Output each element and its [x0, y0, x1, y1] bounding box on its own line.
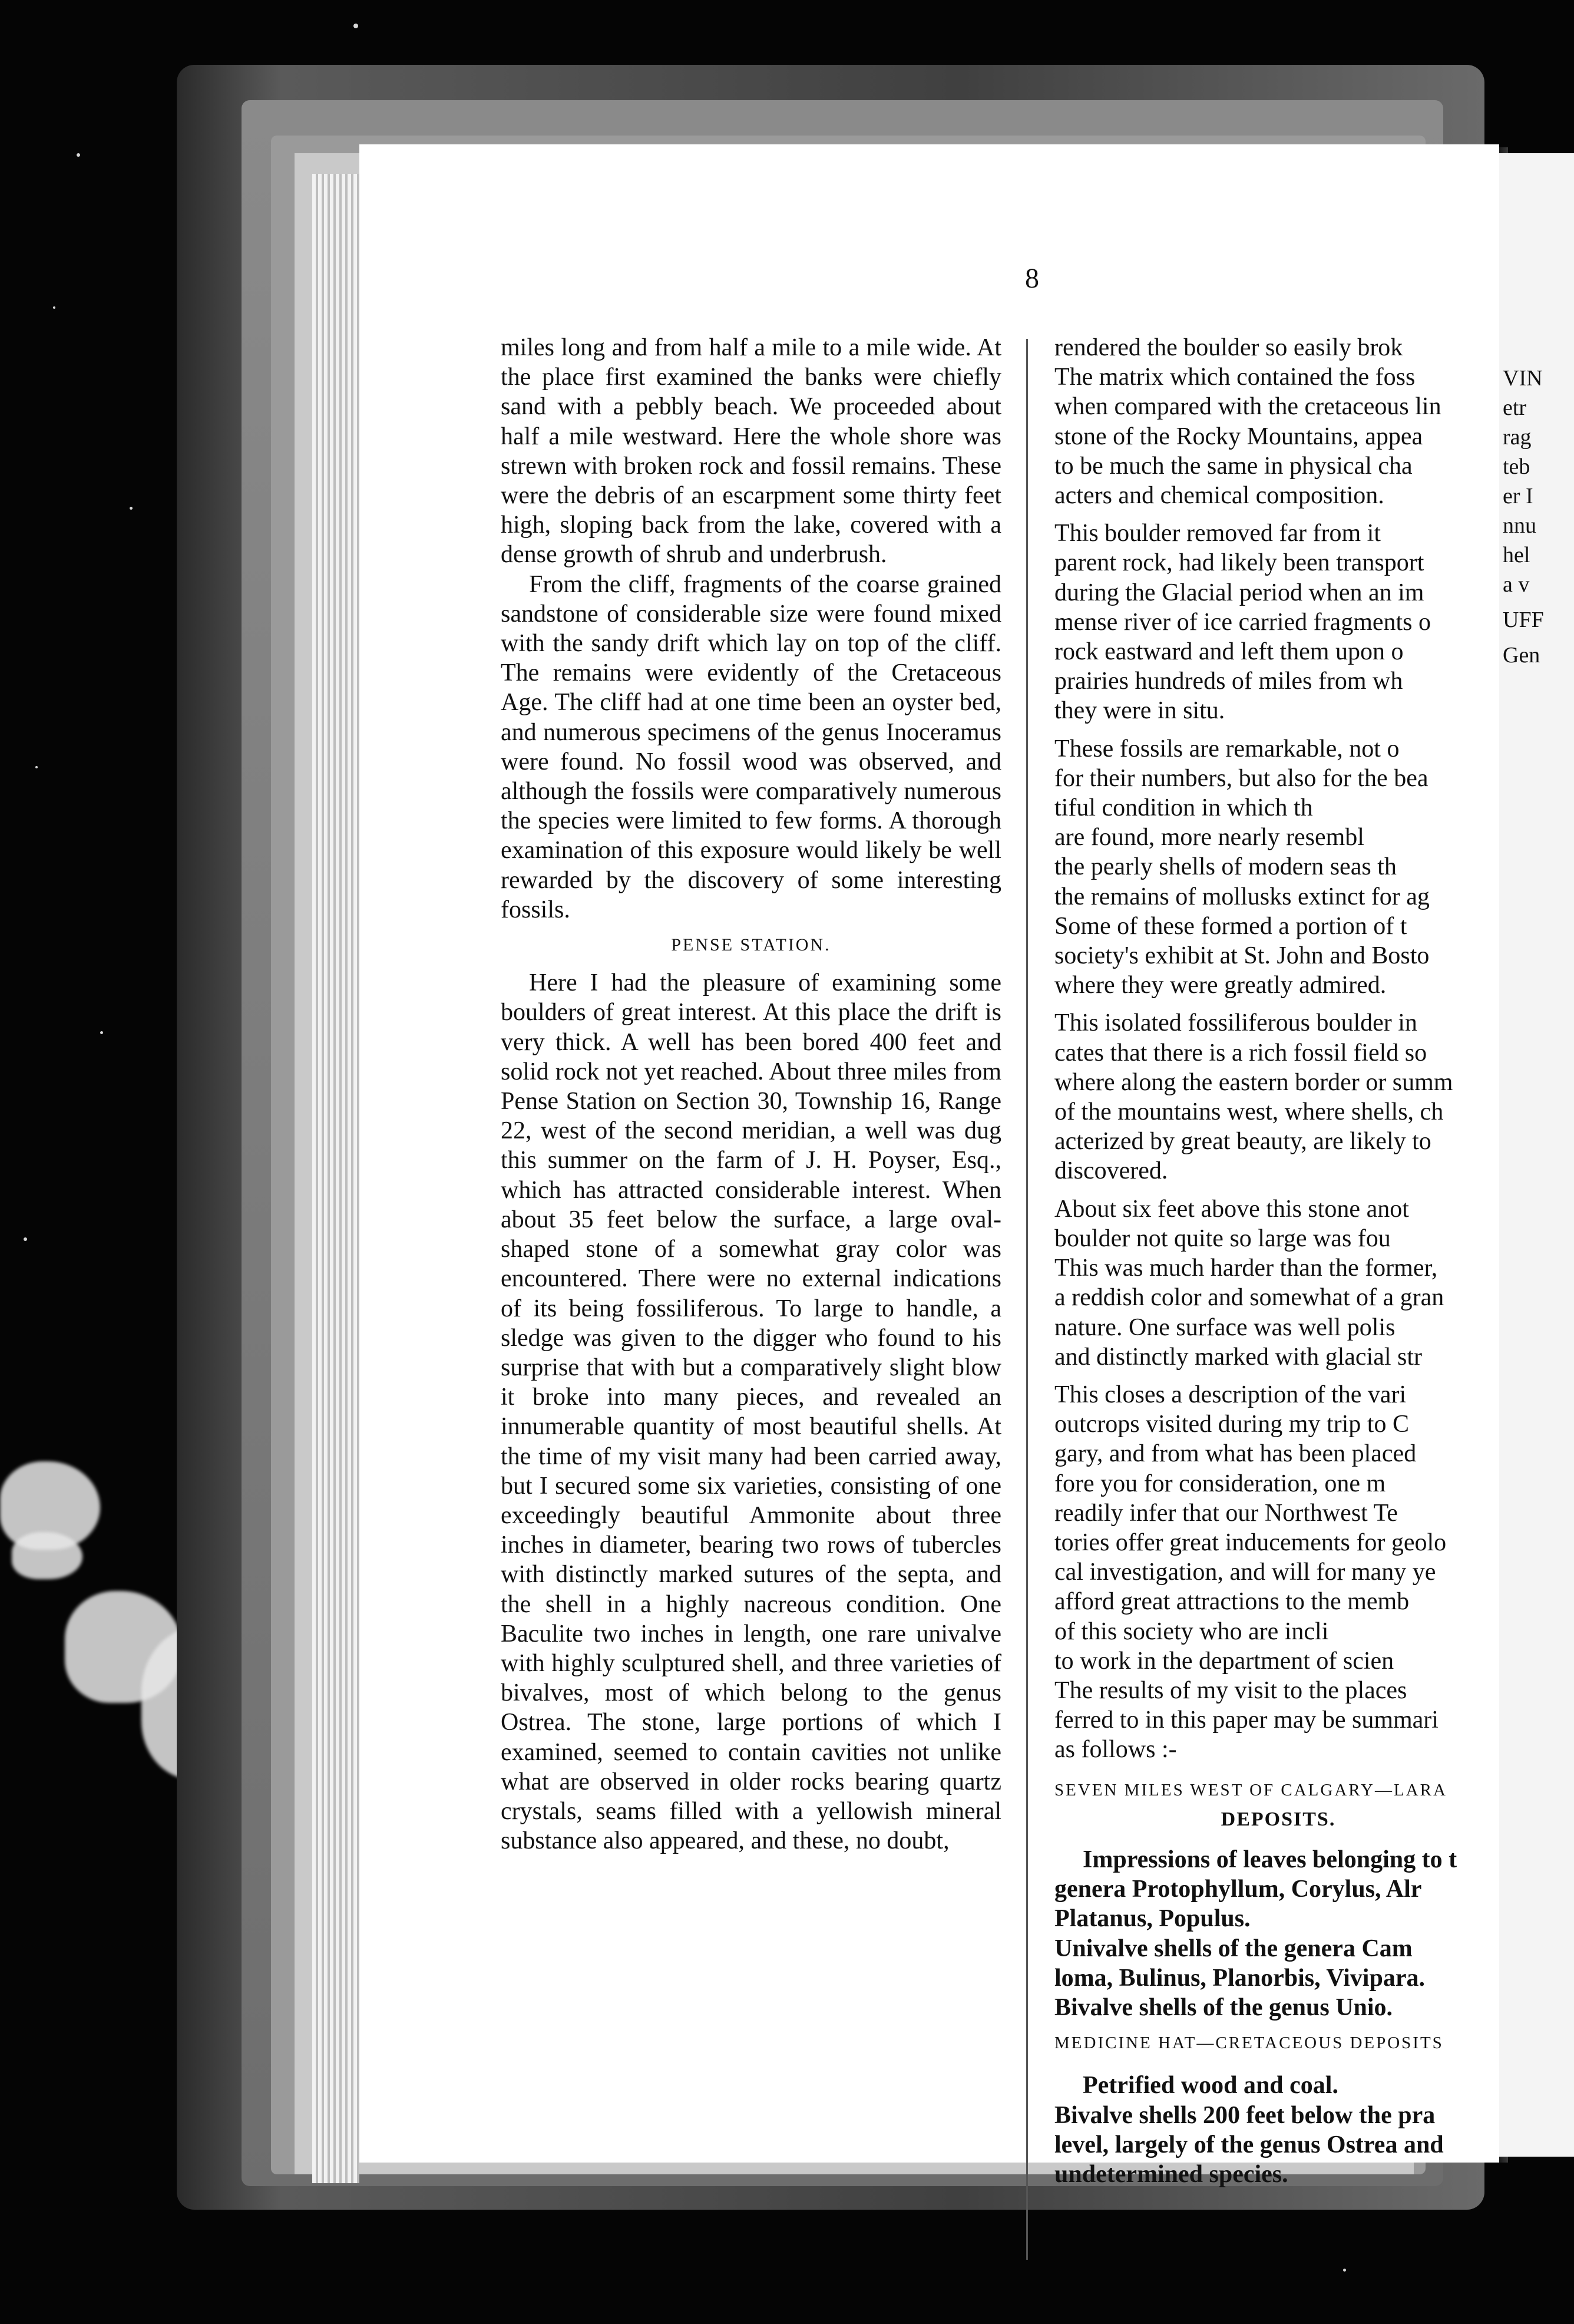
text-line: The results of my visit to the places — [1054, 1676, 1407, 1704]
text-line: Some of these formed a portion of t — [1054, 912, 1407, 940]
facing-fragment: a v — [1503, 572, 1530, 597]
text-line: prairies hundreds of miles from wh — [1054, 668, 1403, 695]
paragraph-gap — [1054, 1000, 1502, 1008]
paragraph: From the cliff, fragments of the coarse grained sandstone of considerable size were found mixed with the sandy drift which lay on top of the cliff. The remains were evidently of the Cretaceous Age. The cliff had at one time been an oyster bed, and numerous specimens of the genus Inoceramus were found. No fossil wood was observed, and although the fossils were comparatively numerous the species were limited to few forms. A thorough examination of this exposure would likely be well rewarded by the discovery of some interesting fossils. — [501, 570, 1001, 923]
text-line: fore you for consideration, one m — [1054, 1470, 1386, 1497]
facing-fragment: Gen — [1503, 643, 1540, 668]
text-line: tories offer great inducements for geolo — [1054, 1529, 1447, 1556]
text-line: of the mountains west, where shells, ch — [1054, 1098, 1444, 1126]
text-line: Impressions of leaves belonging to t — [1083, 1846, 1457, 1873]
text-line: This isolated fossiliferous boulder in — [1054, 1009, 1417, 1037]
book-page — [359, 144, 1499, 2188]
deposit-list — [1054, 1845, 1502, 2022]
text-line: loma, Bulinus, Planorbis, Vivipara. — [1054, 1964, 1425, 1992]
paragraph-gap — [1054, 510, 1502, 519]
text-line: Univalve shells of the genera Cam — [1054, 1935, 1413, 1962]
right-column-lines — [1054, 333, 1502, 1765]
text-line: gary, and from what has been placed — [1054, 1440, 1417, 1468]
text-line: undetermined species. — [1054, 2160, 1288, 2188]
text-line: where they were greatly admired. — [1054, 972, 1387, 999]
text-line: and distinctly marked with glacial str — [1054, 1343, 1423, 1371]
paragraph: miles long and from half a mile to a mile wide. At the place first examined the banks were chiefly sand with a pebbly beach. We proceeded about half a mile westward. Here the whole shore was strewn with broken rock and fossil remains. These were the debris of an escarpment some thirty feet high, sloping back from the lake, covered with a dense growth of shrub and underbrush. — [501, 334, 1001, 569]
left-column — [501, 333, 1001, 1856]
section-heading: SEVEN MILES WEST OF CALGARY—LARA — [1054, 1780, 1447, 1800]
text-line: rendered the boulder so easily brok — [1054, 334, 1403, 361]
facing-fragment: er I — [1503, 484, 1533, 509]
text-line: of this society who are incli — [1054, 1617, 1329, 1645]
text-line: Petrified wood and coal. — [1083, 2072, 1338, 2099]
text-line: rock eastward and left them upon o — [1054, 638, 1404, 666]
deposit-list — [1054, 2071, 1502, 2189]
text-line: a reddish color and somewhat of a gran — [1054, 1284, 1444, 1312]
facing-fragment: nnu — [1503, 513, 1536, 538]
column-rule — [1026, 339, 1028, 2260]
paragraph-gap — [1054, 726, 1502, 734]
text-line: stone of the Rocky Mountains, appea — [1054, 422, 1423, 450]
text-line: as follows :- — [1054, 1736, 1177, 1764]
text-line: Bivalve shells of the genus Unio. — [1054, 1993, 1393, 2021]
paragraph-gap — [1054, 1186, 1502, 1194]
text-line: cal investigation, and will for many ye — [1054, 1559, 1436, 1586]
text-line: This was much harder than the former, — [1054, 1255, 1438, 1282]
text-line: outcrops visited during my trip to C — [1054, 1411, 1409, 1438]
section-subheading: DEPOSITS. — [1221, 1808, 1336, 1830]
text-line: when compared with the cretaceous lin — [1054, 393, 1441, 421]
text-line: This closes a description of the vari — [1054, 1381, 1407, 1408]
text-line: readily infer that our Northwest Te — [1054, 1499, 1398, 1527]
text-line: The matrix which contained the foss — [1054, 364, 1416, 391]
text-line: the remains of mollusks extinct for ag — [1054, 883, 1430, 910]
text-line: afford great attractions to the memb — [1054, 1588, 1410, 1616]
facing-page — [1499, 153, 1574, 2157]
text-line: These fossils are remarkable, not o — [1054, 735, 1400, 762]
facing-fragment: VIN — [1503, 366, 1543, 391]
section-heading: MEDICINE HAT—CRETACEOUS DEPOSITS — [1054, 2034, 1444, 2053]
text-line: are found, more nearly resembl — [1054, 824, 1364, 851]
text-line: Bivalve shells 200 feet below the pra — [1054, 2101, 1436, 2129]
text-line: they were in situ. — [1054, 697, 1225, 725]
paragraph-gap — [1054, 1372, 1502, 1380]
text-line: to be much the same in physical cha — [1054, 452, 1413, 480]
text-line: acterized by great beauty, are likely to — [1054, 1128, 1431, 1156]
text-line: the pearly shells of modern seas th — [1054, 853, 1397, 881]
text-line: where along the eastern border or summ — [1054, 1068, 1453, 1096]
page-number: 8 — [1025, 263, 1039, 294]
right-column — [1054, 333, 1502, 2189]
text-line: Platanus, Populus. — [1054, 1905, 1251, 1933]
text-line: This boulder removed far from it — [1054, 520, 1381, 547]
facing-fragment: teb — [1503, 454, 1530, 479]
text-line: parent rock, had likely been transport — [1054, 549, 1424, 577]
text-line: cates that there is a rich fossil field so — [1054, 1039, 1427, 1067]
text-line: for their numbers, but also for the bea — [1054, 764, 1428, 792]
text-line: tiful condition in which th — [1054, 794, 1313, 822]
text-line: discovered. — [1054, 1157, 1168, 1185]
paragraph: Here I had the pleasure of examining some boulders of great interest. At this place the drift is very thick. A well has been bored 400 feet and solid rock not yet reached. About three miles from Pense Station on Section 30, Township 16, Range 22, west of the second meridian, a well was dug this summer on the farm of J. H. Poyser, Esq., which has attracted considerable interest. When about 35 feet below the surface, a large oval-shaped stone of a somewhat gray color was encountered. There were no external indications of its being fossiliferous. To large to handle, a sledge was given to the digger who found to his surprise that with but a comparatively slight blow it broke into many pieces, and revealed an innumerable quantity of most beautiful shells. At the time of my visit many had been carried away, but I secured some six varieties, consisting of one exceedingly beautiful Ammonite about three inches in diameter, bearing two rows of tubercles with distinctly marked sutures of the septa, and the shell in a highly nacreous condition. One Baculite two inches in length, one rare univalve with highly sculptured shell, and three varieties of bivalves, most of which belong to the genus Ostrea. The stone, large portions of which I examined, seemed to contain cavities not unlike what are observed in older rocks bearing quartz crystals, seams filled with a yellowish mineral substance also appeared, and these, no doubt, — [501, 969, 1001, 1855]
text-line: About six feet above this stone anot — [1054, 1195, 1409, 1223]
text-line: boulder not quite so large was fou — [1054, 1224, 1391, 1252]
facing-fragment: rag — [1503, 425, 1532, 450]
facing-fragment: UFF — [1503, 608, 1544, 632]
page-leaves — [312, 174, 359, 2183]
section-heading: PENSE STATION. — [671, 935, 831, 955]
facing-fragment: hel — [1503, 543, 1530, 567]
text-line: ferred to in this paper may be summari — [1054, 1706, 1439, 1734]
text-line: level, largely of the genus Ostrea and — [1054, 2131, 1444, 2158]
facing-fragment: etr — [1503, 395, 1527, 420]
text-line: mense river of ice carried fragments o — [1054, 608, 1431, 636]
text-line: to work in the department of scien — [1054, 1647, 1394, 1675]
text-line: nature. One surface was well polis — [1054, 1313, 1396, 1341]
text-line: during the Glacial period when an im — [1054, 579, 1424, 606]
text-line: acters and chemical composition. — [1054, 482, 1384, 510]
text-line: genera Protophyllum, Corylus, Alr — [1054, 1876, 1422, 1903]
text-line: society's exhibit at St. John and Bosto — [1054, 942, 1430, 970]
